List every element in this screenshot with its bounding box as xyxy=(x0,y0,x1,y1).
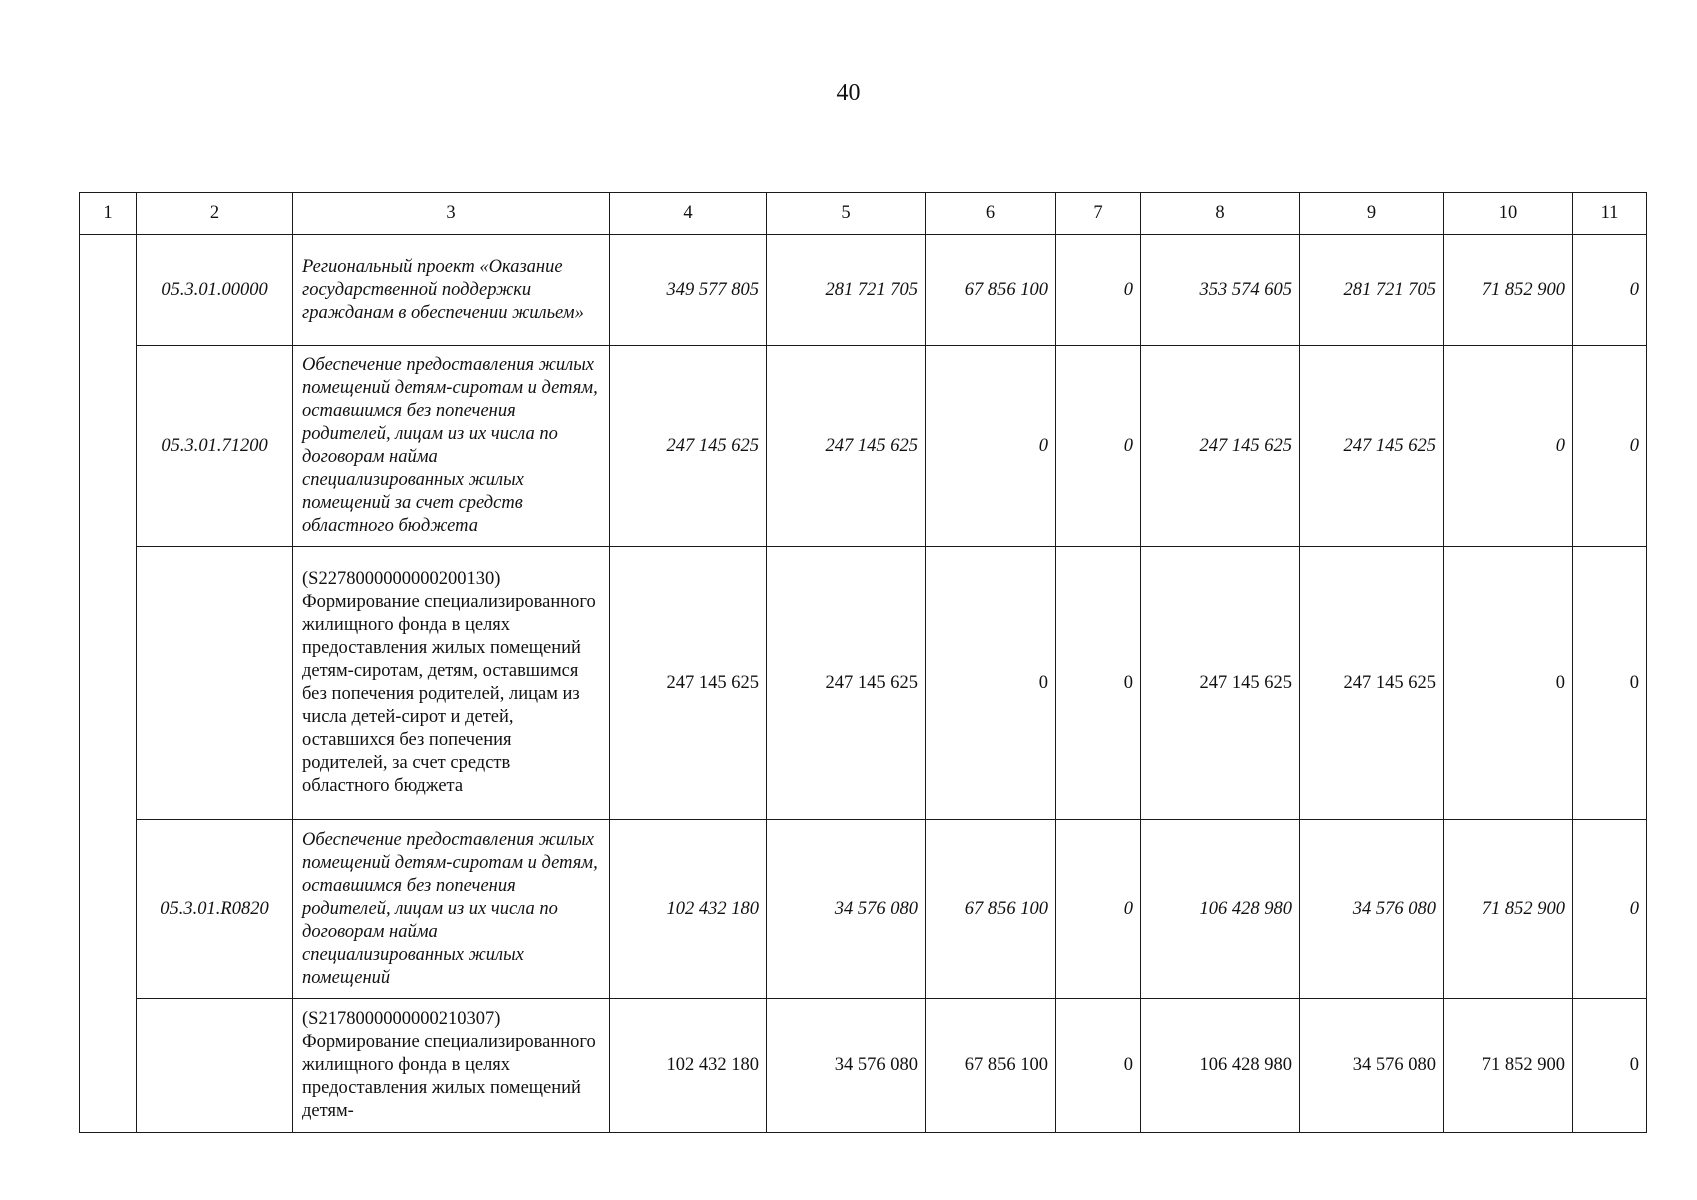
value-cell: 71 852 900 xyxy=(1444,235,1573,346)
value-cell: 0 xyxy=(1444,547,1573,820)
value-cell: 34 576 080 xyxy=(1300,999,1444,1133)
budget-code-cell: 05.3.01.71200 xyxy=(137,346,293,547)
column-header: 1 xyxy=(80,193,137,235)
value-cell: 0 xyxy=(1056,820,1141,999)
value-cell: 71 852 900 xyxy=(1444,999,1573,1133)
column-header: 6 xyxy=(926,193,1056,235)
value-cell: 0 xyxy=(926,346,1056,547)
value-cell: 247 145 625 xyxy=(767,346,926,547)
budget-code-cell xyxy=(137,547,293,820)
value-cell: 353 574 605 xyxy=(1141,235,1300,346)
value-cell: 247 145 625 xyxy=(1300,346,1444,547)
value-cell: 349 577 805 xyxy=(610,235,767,346)
value-cell: 67 856 100 xyxy=(926,820,1056,999)
value-cell: 0 xyxy=(1573,346,1647,547)
value-cell: 102 432 180 xyxy=(610,999,767,1133)
value-cell: 0 xyxy=(926,547,1056,820)
column-header: 4 xyxy=(610,193,767,235)
column-header: 5 xyxy=(767,193,926,235)
value-cell: 247 145 625 xyxy=(767,547,926,820)
value-cell: 281 721 705 xyxy=(767,235,926,346)
value-cell: 67 856 100 xyxy=(926,999,1056,1133)
value-cell: 0 xyxy=(1444,346,1573,547)
budget-table xyxy=(79,192,1647,1133)
value-cell: 67 856 100 xyxy=(926,235,1056,346)
value-cell: 247 145 625 xyxy=(610,346,767,547)
value-cell: 71 852 900 xyxy=(1444,820,1573,999)
column-header: 9 xyxy=(1300,193,1444,235)
value-cell: 0 xyxy=(1573,999,1647,1133)
merged-row-number-cell xyxy=(80,235,137,1133)
column-header: 8 xyxy=(1141,193,1300,235)
budget-code-cell: 05.3.01.00000 xyxy=(137,235,293,346)
description-cell: Обеспечение предоставления жилых помещений детям-сиротам и детям, оставшимся без попечения родителей, лицам из их числа по договорам найма специализированных жилых помещений за счет средств областного бюджета xyxy=(293,346,610,547)
value-cell: 247 145 625 xyxy=(1141,346,1300,547)
column-header: 10 xyxy=(1444,193,1573,235)
value-cell: 247 145 625 xyxy=(1141,547,1300,820)
value-cell: 247 145 625 xyxy=(1300,547,1444,820)
value-cell: 0 xyxy=(1573,235,1647,346)
value-cell: 0 xyxy=(1056,346,1141,547)
table-row xyxy=(80,547,1647,820)
value-cell: 0 xyxy=(1056,999,1141,1133)
table-row xyxy=(80,999,1647,1133)
page-number: 40 xyxy=(836,80,861,106)
value-cell: 34 576 080 xyxy=(767,999,926,1133)
column-header: 2 xyxy=(137,193,293,235)
budget-code-cell xyxy=(137,999,293,1133)
column-header: 3 xyxy=(293,193,610,235)
table-header-row xyxy=(80,193,1647,235)
table-row xyxy=(80,820,1647,999)
value-cell: 34 576 080 xyxy=(1300,820,1444,999)
value-cell: 106 428 980 xyxy=(1141,999,1300,1133)
value-cell: 0 xyxy=(1056,547,1141,820)
value-cell: 106 428 980 xyxy=(1141,820,1300,999)
value-cell: 0 xyxy=(1056,235,1141,346)
budget-code-cell: 05.3.01.R0820 xyxy=(137,820,293,999)
value-cell: 281 721 705 xyxy=(1300,235,1444,346)
table-row xyxy=(80,346,1647,547)
value-cell: 34 576 080 xyxy=(767,820,926,999)
value-cell: 247 145 625 xyxy=(610,547,767,820)
value-cell: 0 xyxy=(1573,547,1647,820)
description-cell: Региональный проект «Оказание государственной поддержки гражданам в обеспечении жильем» xyxy=(293,235,610,346)
column-header: 11 xyxy=(1573,193,1647,235)
description-cell: Обеспечение предоставления жилых помещений детям-сиротам и детям, оставшимся без попечения родителей, лицам из их числа по договорам найма специализированных жилых помещений xyxy=(293,820,610,999)
value-cell: 0 xyxy=(1573,820,1647,999)
table-row xyxy=(80,235,1647,346)
value-cell: 102 432 180 xyxy=(610,820,767,999)
description-cell: (S2178000000000210307) Формирование специализированного жилищного фонда в целях предоставления жилых помещений детям- xyxy=(293,999,610,1133)
column-header: 7 xyxy=(1056,193,1141,235)
description-cell: (S2278000000000200130) Формирование специализированного жилищного фонда в целях предоставления жилых помещений детям-сиротам, детям, оставшимся без попечения родителей, лицам из числа детей-сирот и детей, оставшихся без попечения родителей, за счет средств областного бюджета xyxy=(293,547,610,820)
